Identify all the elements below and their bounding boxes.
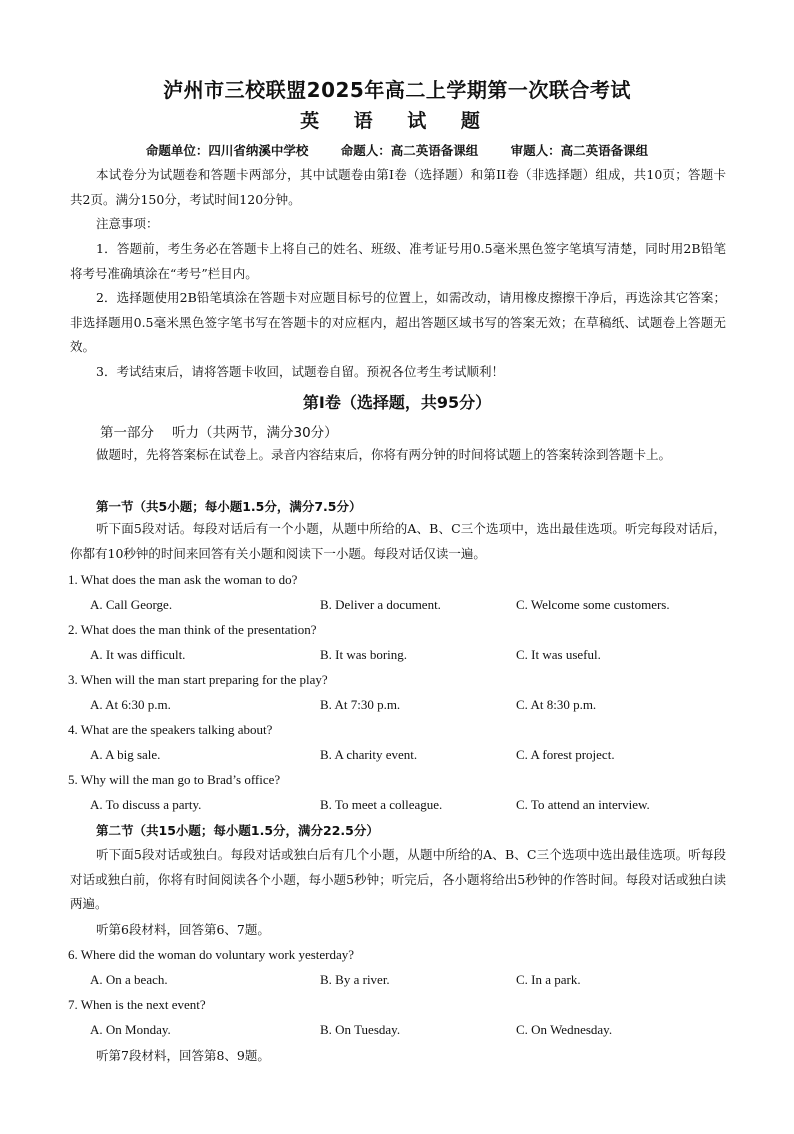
setter-unit: 命题单位：四川省纳溪中学校	[145, 143, 309, 158]
option-b: B. To meet a colleague.	[320, 797, 443, 812]
question-stem: 2. What does the man think of the presentation?	[68, 622, 317, 637]
exam-subject: 英 语 试 题	[300, 110, 494, 132]
part-instructions: 做题时，先将答案标在试卷上。录音内容结束后，你将有两分钟的时间将试题上的答案转涂到答题卡上。	[96, 447, 672, 462]
section-title: 第I卷（选择题，共95分）	[302, 393, 492, 412]
material-note: 听第6段材料，回答第6、7题。	[96, 922, 270, 937]
option-a: A. A big sale.	[90, 747, 161, 762]
question-stem: 6. Where did the woman do voluntary work yesterday?	[68, 947, 355, 962]
setter-person: 命题人：高二英语备课组	[340, 143, 479, 158]
notice-item-1: 1．答题前，考生务必在答题卡上将自己的姓名、班级、准考证号用0.5毫米黑色签字笔填写清楚，同时用2B铅笔将考号准确填涂在“考号”栏目内。	[70, 241, 726, 281]
option-c: C. It was useful.	[516, 647, 601, 662]
part-name: 第一部分	[100, 425, 154, 441]
sub2-title: 第二节（共15小题；每小题1.5分，满分22.5分）	[96, 823, 379, 838]
question-stem: 3. When will the man start preparing for the play?	[68, 672, 328, 687]
material-note: 听第7段材料，回答第8、9题。	[96, 1048, 270, 1063]
sub1-title: 第一节（共5小题；每小题1.5分，满分7.5分）	[96, 499, 362, 514]
sub1-instructions: 听下面5段对话。每段对话后有一个小题，从题中所给的A、B、C三个选项中，选出最佳选项。听完每段对话后，你都有10秒钟的时间来回答有关小题和阅读下一小题。每段对话仅读一遍。	[70, 521, 726, 561]
option-a: A. At 6:30 p.m.	[90, 697, 171, 712]
option-c: C. At 8:30 p.m.	[516, 697, 597, 712]
option-c: C. In a park.	[516, 972, 581, 987]
option-a: A. To discuss a party.	[90, 797, 202, 812]
question-stem: 1. What does the man ask the woman to do?	[68, 572, 298, 587]
option-b: B. A charity event.	[320, 747, 418, 762]
option-b: B. By a river.	[320, 972, 390, 987]
author-line	[0, 141, 794, 159]
question-stem: 5. Why will the man go to Brad’s office?	[68, 772, 281, 787]
option-a: A. On a beach.	[90, 972, 168, 987]
option-c: C. A forest project.	[516, 747, 615, 762]
option-b: B. It was boring.	[320, 647, 408, 662]
option-a: A. On Monday.	[90, 1022, 171, 1037]
notice-item-3: 3．考试结束后，请将答题卡收回，试题卷自留。预祝各位考生考试顺利！	[96, 364, 504, 379]
option-a: A. Call George.	[90, 597, 173, 612]
question-stem: 4. What are the speakers talking about?	[68, 722, 273, 737]
option-c: C. To attend an interview.	[516, 797, 650, 812]
option-b: B. On Tuesday.	[320, 1022, 401, 1037]
reviewer: 审题人：高二英语备课组	[510, 143, 649, 158]
notice-heading: 注意事项：	[96, 216, 159, 231]
sub2-instructions: 听下面5段对话或独白。每段对话或独白后有几个小题，从题中所给的A、B、C三个选项中选出最佳选项。听每段对话或独白前，你将有时间阅读各个小题，每小题5秒钟；听完后，各小题将给出5秒钟的作答时间。每段对话或独白读两遍。	[70, 847, 726, 911]
option-c: C. Welcome some customers.	[516, 597, 670, 612]
option-b: B. At 7:30 p.m.	[320, 697, 401, 712]
option-b: B. Deliver a document.	[320, 597, 441, 612]
exam-title: 泸州市三校联盟2025年高二上学期第一次联合考试	[163, 78, 631, 102]
notice-item-2: 2．选择题使用2B铅笔填涂在答题卡对应题目标号的位置上，如需改动，请用橡皮擦擦干净后，再选涂其它答案；非选择题用0.5毫米黑色签字笔书写在答题卡的对应框内，超出答题区域书写的答案无效；在草稿纸、试题卷上答题无效。	[70, 290, 726, 354]
part-title	[100, 421, 338, 441]
part-desc: 听力（共两节，满分30分）	[172, 425, 338, 441]
option-c: C. On Wednesday.	[516, 1022, 613, 1037]
intro-paragraph: 本试卷分为试题卷和答题卡两部分，其中试题卷由第I卷（选择题）和第II卷（非选择题）组成，共10页；答题卡共2页。满分150分，考试时间120分钟。	[70, 167, 726, 207]
question-stem: 7. When is the next event?	[68, 997, 206, 1012]
option-a: A. It was difficult.	[90, 647, 186, 662]
